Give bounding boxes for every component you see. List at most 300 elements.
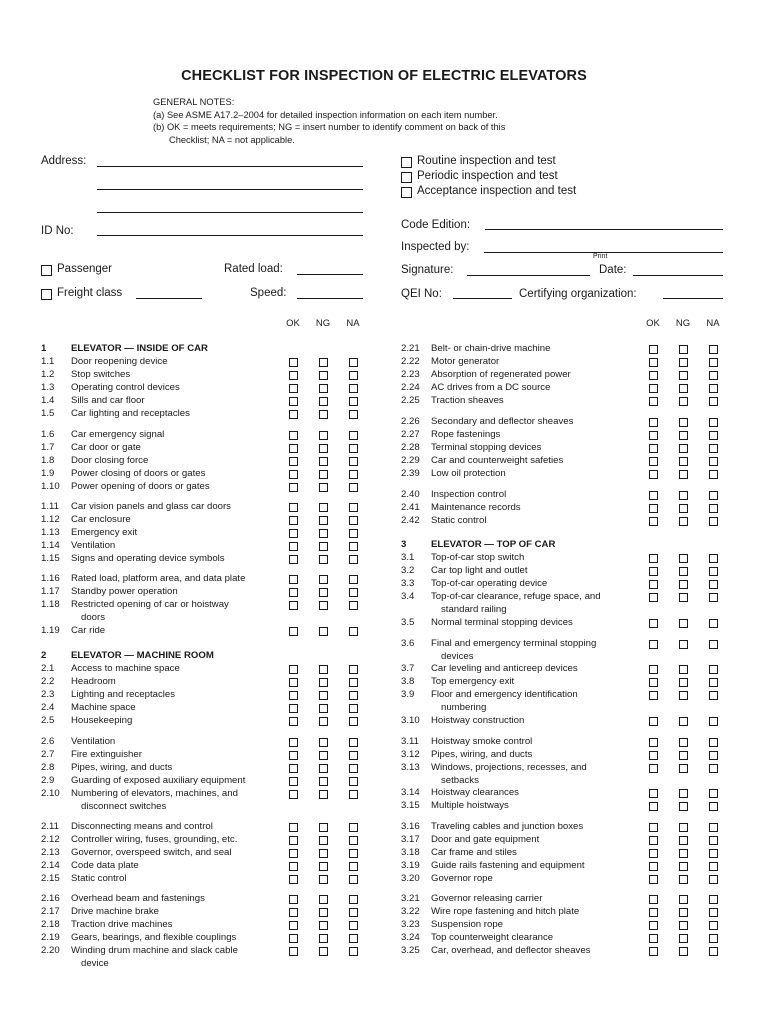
ok-checkbox[interactable] <box>649 921 658 930</box>
na-checkbox[interactable] <box>349 849 358 858</box>
ok-checkbox[interactable] <box>289 777 298 786</box>
na-checkbox[interactable] <box>709 678 718 687</box>
na-checkbox[interactable] <box>709 875 718 884</box>
ok-checkbox[interactable] <box>649 934 658 943</box>
ok-checkbox[interactable] <box>649 431 658 440</box>
na-checkbox[interactable] <box>349 678 358 687</box>
item-description-continued: device <box>81 957 109 969</box>
ok-checkbox[interactable] <box>649 789 658 798</box>
passenger-label: Passenger <box>57 263 112 275</box>
na-checkbox[interactable] <box>709 371 718 380</box>
ng-checkbox[interactable] <box>679 875 688 884</box>
item-number: 1 <box>41 343 47 354</box>
na-checkbox[interactable] <box>349 529 358 538</box>
ok-checkbox[interactable] <box>289 717 298 726</box>
item-description: Maintenance records <box>431 502 521 513</box>
item-number: 1.19 <box>41 625 60 636</box>
ok-checkbox[interactable] <box>649 457 658 466</box>
item-description: Car leveling and anticreep devices <box>431 663 578 674</box>
ok-checkbox[interactable] <box>649 875 658 884</box>
ng-checkbox[interactable] <box>319 908 328 917</box>
ok-checkbox[interactable] <box>289 895 298 904</box>
ok-checkbox[interactable] <box>649 567 658 576</box>
na-checkbox[interactable] <box>349 908 358 917</box>
ok-checkbox[interactable] <box>289 371 298 380</box>
na-checkbox[interactable] <box>709 717 718 726</box>
item-description: Car and counterweight safeties <box>431 455 564 466</box>
speed-line[interactable] <box>297 298 363 299</box>
address-line-3[interactable] <box>97 212 363 213</box>
item-number: 2.28 <box>401 442 420 453</box>
item-number: 3.22 <box>401 906 420 917</box>
ng-checkbox[interactable] <box>679 738 688 747</box>
na-checkbox[interactable] <box>349 704 358 713</box>
ng-checkbox[interactable] <box>679 895 688 904</box>
ok-checkbox[interactable] <box>289 691 298 700</box>
item-description: Guarding of exposed auxiliary equipment <box>71 775 246 786</box>
item-description: Traction drive machines <box>71 919 173 930</box>
item-description: Top-of-car stop switch <box>431 552 525 563</box>
ng-checkbox[interactable] <box>679 849 688 858</box>
ng-checkbox[interactable] <box>319 751 328 760</box>
item-number: 3.9 <box>401 689 415 700</box>
ng-checkbox[interactable] <box>679 554 688 563</box>
na-checkbox[interactable] <box>349 738 358 747</box>
ng-checkbox[interactable] <box>679 751 688 760</box>
na-checkbox[interactable] <box>709 397 718 406</box>
na-checkbox[interactable] <box>349 542 358 551</box>
ok-checkbox[interactable] <box>649 418 658 427</box>
na-checkbox[interactable] <box>709 934 718 943</box>
ok-checkbox[interactable] <box>649 678 658 687</box>
ng-checkbox[interactable] <box>319 849 328 858</box>
ng-checkbox[interactable] <box>679 764 688 773</box>
ok-checkbox[interactable] <box>649 862 658 871</box>
ok-checkbox[interactable] <box>289 704 298 713</box>
na-checkbox[interactable] <box>349 934 358 943</box>
na-checkbox[interactable] <box>709 470 718 479</box>
ng-checkbox[interactable] <box>679 491 688 500</box>
item-description: Windows, projections, recesses, and <box>431 762 587 773</box>
na-checkbox[interactable] <box>709 580 718 589</box>
ok-checkbox[interactable] <box>289 588 298 597</box>
na-checkbox[interactable] <box>349 691 358 700</box>
ng-checkbox[interactable] <box>319 764 328 773</box>
na-checkbox[interactable] <box>349 875 358 884</box>
ng-checkbox[interactable] <box>319 627 328 636</box>
item-description-continued: numbering <box>441 701 487 713</box>
ng-column-header-right: NG <box>675 318 691 329</box>
ng-checkbox[interactable] <box>679 691 688 700</box>
item-description: Car lighting and receptacles <box>71 408 190 419</box>
notes-heading: GENERAL NOTES: <box>153 97 235 107</box>
ok-checkbox[interactable] <box>649 619 658 628</box>
ok-checkbox[interactable] <box>289 627 298 636</box>
ok-checkbox[interactable] <box>289 823 298 832</box>
na-checkbox[interactable] <box>709 802 718 811</box>
rated-load-line[interactable] <box>297 274 363 275</box>
ng-checkbox[interactable] <box>319 397 328 406</box>
ok-checkbox[interactable] <box>289 575 298 584</box>
item-description: Operating control devices <box>71 382 180 393</box>
na-checkbox[interactable] <box>349 483 358 492</box>
na-checkbox[interactable] <box>709 358 718 367</box>
ok-checkbox[interactable] <box>649 384 658 393</box>
na-checkbox[interactable] <box>349 516 358 525</box>
ng-checkbox[interactable] <box>319 895 328 904</box>
address-line-2[interactable] <box>97 189 363 190</box>
ng-checkbox[interactable] <box>679 504 688 513</box>
na-checkbox[interactable] <box>349 947 358 956</box>
na-checkbox[interactable] <box>709 738 718 747</box>
ok-checkbox[interactable] <box>289 875 298 884</box>
na-checkbox[interactable] <box>709 849 718 858</box>
item-description: Suspension rope <box>431 919 504 930</box>
ng-checkbox[interactable] <box>319 575 328 584</box>
ok-checkbox[interactable] <box>289 934 298 943</box>
na-checkbox[interactable] <box>709 554 718 563</box>
na-checkbox[interactable] <box>709 431 718 440</box>
ng-checkbox[interactable] <box>679 358 688 367</box>
na-checkbox[interactable] <box>349 862 358 871</box>
item-number: 2.16 <box>41 893 60 904</box>
ng-checkbox[interactable] <box>679 580 688 589</box>
item-number: 2.40 <box>401 489 420 500</box>
ng-checkbox[interactable] <box>679 640 688 649</box>
na-checkbox[interactable] <box>709 418 718 427</box>
na-checkbox[interactable] <box>349 601 358 610</box>
ng-checkbox[interactable] <box>679 593 688 602</box>
ok-checkbox[interactable] <box>289 444 298 453</box>
ok-checkbox[interactable] <box>289 470 298 479</box>
ok-checkbox[interactable] <box>289 849 298 858</box>
passenger-checkbox[interactable] <box>41 265 52 276</box>
ng-checkbox[interactable] <box>679 947 688 956</box>
ok-checkbox[interactable] <box>649 895 658 904</box>
ng-checkbox[interactable] <box>319 717 328 726</box>
freight-class-line[interactable] <box>136 298 202 299</box>
ng-checkbox[interactable] <box>319 503 328 512</box>
na-checkbox[interactable] <box>349 790 358 799</box>
na-checkbox[interactable] <box>709 491 718 500</box>
ng-checkbox[interactable] <box>319 678 328 687</box>
ok-checkbox[interactable] <box>289 358 298 367</box>
ok-checkbox[interactable] <box>649 802 658 811</box>
item-number: 2.8 <box>41 762 55 773</box>
ok-checkbox[interactable] <box>649 908 658 917</box>
periodic-checkbox[interactable] <box>401 172 412 183</box>
item-number: 3.11 <box>401 736 419 747</box>
ok-checkbox[interactable] <box>289 947 298 956</box>
na-checkbox[interactable] <box>349 836 358 845</box>
item-description-continued: standard railing <box>441 603 507 615</box>
ng-checkbox[interactable] <box>679 457 688 466</box>
na-checkbox[interactable] <box>709 921 718 930</box>
ng-checkbox[interactable] <box>319 665 328 674</box>
ng-checkbox[interactable] <box>319 457 328 466</box>
na-checkbox[interactable] <box>349 751 358 760</box>
ok-checkbox[interactable] <box>649 517 658 526</box>
ok-checkbox[interactable] <box>289 516 298 525</box>
ng-checkbox[interactable] <box>679 678 688 687</box>
ng-checkbox[interactable] <box>319 875 328 884</box>
na-checkbox[interactable] <box>349 410 358 419</box>
ok-checkbox[interactable] <box>289 503 298 512</box>
item-description: Headroom <box>71 676 116 687</box>
ng-checkbox[interactable] <box>319 934 328 943</box>
ng-checkbox[interactable] <box>679 517 688 526</box>
ok-column-header-right: OK <box>646 318 660 329</box>
na-checkbox[interactable] <box>349 717 358 726</box>
ng-checkbox[interactable] <box>319 704 328 713</box>
na-checkbox[interactable] <box>709 862 718 871</box>
ok-checkbox[interactable] <box>289 529 298 538</box>
ng-checkbox[interactable] <box>319 691 328 700</box>
ng-checkbox[interactable] <box>319 384 328 393</box>
ok-checkbox[interactable] <box>649 717 658 726</box>
ng-checkbox[interactable] <box>319 410 328 419</box>
certifying-organization-line[interactable] <box>663 298 723 299</box>
item-number: 2.11 <box>41 821 59 832</box>
ng-checkbox[interactable] <box>679 934 688 943</box>
na-checkbox[interactable] <box>349 665 358 674</box>
general-notes <box>153 96 505 146</box>
ng-checkbox[interactable] <box>679 470 688 479</box>
na-checkbox[interactable] <box>709 895 718 904</box>
ok-checkbox[interactable] <box>289 483 298 492</box>
na-checkbox[interactable] <box>709 384 718 393</box>
na-checkbox[interactable] <box>349 627 358 636</box>
na-checkbox[interactable] <box>349 503 358 512</box>
na-checkbox[interactable] <box>349 555 358 564</box>
na-checkbox[interactable] <box>709 517 718 526</box>
na-checkbox[interactable] <box>709 640 718 649</box>
ng-checkbox[interactable] <box>679 418 688 427</box>
na-checkbox[interactable] <box>709 947 718 956</box>
ng-checkbox[interactable] <box>319 601 328 610</box>
ok-checkbox[interactable] <box>649 738 658 747</box>
ok-checkbox[interactable] <box>649 504 658 513</box>
na-checkbox[interactable] <box>709 444 718 453</box>
note-a: (a) See ASME A17.2–2004 for detailed inspection information on each item number. <box>153 109 498 120</box>
ng-checkbox[interactable] <box>319 588 328 597</box>
ok-checkbox[interactable] <box>289 384 298 393</box>
na-checkbox[interactable] <box>709 665 718 674</box>
na-checkbox[interactable] <box>349 397 358 406</box>
item-description: Absorption of regenerated power <box>431 369 571 380</box>
ok-checkbox[interactable] <box>289 555 298 564</box>
ng-checkbox[interactable] <box>319 371 328 380</box>
ok-checkbox[interactable] <box>289 738 298 747</box>
na-checkbox[interactable] <box>349 764 358 773</box>
na-checkbox[interactable] <box>709 789 718 798</box>
ng-checkbox[interactable] <box>679 823 688 832</box>
na-checkbox[interactable] <box>709 504 718 513</box>
ok-checkbox[interactable] <box>289 678 298 687</box>
item-description: Inspection control <box>431 489 507 500</box>
ng-checkbox[interactable] <box>679 802 688 811</box>
ng-checkbox[interactable] <box>679 444 688 453</box>
item-description: Car frame and stiles <box>431 847 517 858</box>
signature-label: Signature: <box>401 264 454 276</box>
na-checkbox[interactable] <box>709 619 718 628</box>
ng-checkbox[interactable] <box>679 397 688 406</box>
ok-checkbox[interactable] <box>289 790 298 799</box>
na-checkbox[interactable] <box>709 567 718 576</box>
ng-checkbox[interactable] <box>679 371 688 380</box>
na-checkbox[interactable] <box>709 457 718 466</box>
ng-checkbox[interactable] <box>679 921 688 930</box>
item-number: 2 <box>41 650 47 661</box>
ng-checkbox[interactable] <box>679 717 688 726</box>
ok-checkbox[interactable] <box>289 397 298 406</box>
item-description: Power closing of doors or gates <box>71 468 206 479</box>
na-checkbox[interactable] <box>349 384 358 393</box>
na-checkbox[interactable] <box>349 457 358 466</box>
na-checkbox[interactable] <box>349 777 358 786</box>
ok-checkbox[interactable] <box>649 691 658 700</box>
na-checkbox[interactable] <box>709 345 718 354</box>
item-description: Car top light and outlet <box>431 565 528 576</box>
ng-checkbox[interactable] <box>319 836 328 845</box>
ok-checkbox[interactable] <box>649 849 658 858</box>
item-description: Pipes, wiring, and ducts <box>71 762 173 773</box>
ng-checkbox[interactable] <box>319 555 328 564</box>
ok-checkbox[interactable] <box>649 665 658 674</box>
item-number: 3.18 <box>401 847 420 858</box>
ng-checkbox[interactable] <box>319 947 328 956</box>
ng-checkbox[interactable] <box>319 431 328 440</box>
na-checkbox[interactable] <box>709 764 718 773</box>
ng-checkbox[interactable] <box>679 567 688 576</box>
item-description: Fire extinguisher <box>71 749 142 760</box>
ok-checkbox[interactable] <box>649 358 658 367</box>
ng-checkbox[interactable] <box>319 921 328 930</box>
ng-checkbox[interactable] <box>319 470 328 479</box>
freight-checkbox[interactable] <box>41 289 52 300</box>
code-edition-line[interactable] <box>485 229 723 230</box>
ng-checkbox[interactable] <box>319 823 328 832</box>
item-number: 1.11 <box>41 501 59 512</box>
item-number: 3.2 <box>401 565 415 576</box>
ng-checkbox[interactable] <box>319 483 328 492</box>
qei-line[interactable] <box>453 298 512 299</box>
item-number: 3.20 <box>401 873 420 884</box>
ng-checkbox[interactable] <box>319 738 328 747</box>
acceptance-checkbox[interactable] <box>401 187 412 198</box>
ok-checkbox[interactable] <box>289 542 298 551</box>
na-checkbox[interactable] <box>709 908 718 917</box>
ok-checkbox[interactable] <box>289 764 298 773</box>
ok-checkbox[interactable] <box>649 554 658 563</box>
item-number: 3.10 <box>401 715 420 726</box>
ok-checkbox[interactable] <box>649 751 658 760</box>
ok-checkbox[interactable] <box>649 836 658 845</box>
ok-checkbox[interactable] <box>649 371 658 380</box>
ng-checkbox[interactable] <box>319 444 328 453</box>
ok-checkbox[interactable] <box>289 836 298 845</box>
ng-checkbox[interactable] <box>679 345 688 354</box>
ok-checkbox[interactable] <box>649 345 658 354</box>
item-number: 3.7 <box>401 663 415 674</box>
ng-checkbox[interactable] <box>319 529 328 538</box>
na-checkbox[interactable] <box>349 431 358 440</box>
ok-checkbox[interactable] <box>649 823 658 832</box>
ng-checkbox[interactable] <box>679 619 688 628</box>
note-b-continued: Checklist; NA = not applicable. <box>169 134 295 145</box>
ng-checkbox[interactable] <box>679 836 688 845</box>
ng-checkbox[interactable] <box>319 542 328 551</box>
na-checkbox[interactable] <box>349 371 358 380</box>
ng-checkbox[interactable] <box>679 431 688 440</box>
ok-checkbox[interactable] <box>289 751 298 760</box>
ng-checkbox[interactable] <box>679 908 688 917</box>
na-checkbox[interactable] <box>709 691 718 700</box>
ok-checkbox[interactable] <box>289 431 298 440</box>
ok-checkbox[interactable] <box>289 601 298 610</box>
item-description: Pipes, wiring, and ducts <box>431 749 533 760</box>
item-number: 3.25 <box>401 945 420 956</box>
ok-checkbox[interactable] <box>649 397 658 406</box>
ok-checkbox[interactable] <box>289 908 298 917</box>
signature-line[interactable] <box>467 275 590 276</box>
ng-checkbox[interactable] <box>319 516 328 525</box>
item-number: 1.3 <box>41 382 55 393</box>
ng-checkbox[interactable] <box>319 777 328 786</box>
na-checkbox[interactable] <box>349 588 358 597</box>
na-checkbox[interactable] <box>349 895 358 904</box>
ng-checkbox[interactable] <box>679 789 688 798</box>
ng-checkbox[interactable] <box>679 384 688 393</box>
na-checkbox[interactable] <box>709 823 718 832</box>
na-checkbox[interactable] <box>349 921 358 930</box>
na-checkbox[interactable] <box>709 593 718 602</box>
ok-checkbox[interactable] <box>649 470 658 479</box>
ok-checkbox[interactable] <box>649 580 658 589</box>
na-checkbox[interactable] <box>349 444 358 453</box>
item-description: Rated load, platform area, and data plate <box>71 573 246 584</box>
routine-checkbox[interactable] <box>401 157 412 168</box>
ng-checkbox[interactable] <box>319 790 328 799</box>
na-checkbox[interactable] <box>349 470 358 479</box>
ok-checkbox[interactable] <box>289 921 298 930</box>
ok-checkbox[interactable] <box>289 862 298 871</box>
ok-checkbox[interactable] <box>649 444 658 453</box>
ok-checkbox[interactable] <box>649 593 658 602</box>
ok-checkbox[interactable] <box>289 457 298 466</box>
date-line[interactable] <box>633 275 723 276</box>
na-checkbox[interactable] <box>349 823 358 832</box>
ng-checkbox[interactable] <box>319 862 328 871</box>
na-checkbox[interactable] <box>709 836 718 845</box>
address-line-1[interactable] <box>97 166 363 167</box>
id-line[interactable] <box>97 235 363 236</box>
item-number: 1.14 <box>41 540 60 551</box>
ok-checkbox[interactable] <box>649 640 658 649</box>
ok-checkbox[interactable] <box>289 665 298 674</box>
na-checkbox[interactable] <box>349 358 358 367</box>
ok-checkbox[interactable] <box>649 764 658 773</box>
ng-checkbox[interactable] <box>679 862 688 871</box>
na-checkbox[interactable] <box>349 575 358 584</box>
ng-checkbox[interactable] <box>319 358 328 367</box>
ok-checkbox[interactable] <box>649 491 658 500</box>
ok-checkbox[interactable] <box>289 410 298 419</box>
ng-checkbox[interactable] <box>679 665 688 674</box>
item-description-continued: doors <box>81 611 105 623</box>
na-checkbox[interactable] <box>709 751 718 760</box>
ok-checkbox[interactable] <box>649 947 658 956</box>
